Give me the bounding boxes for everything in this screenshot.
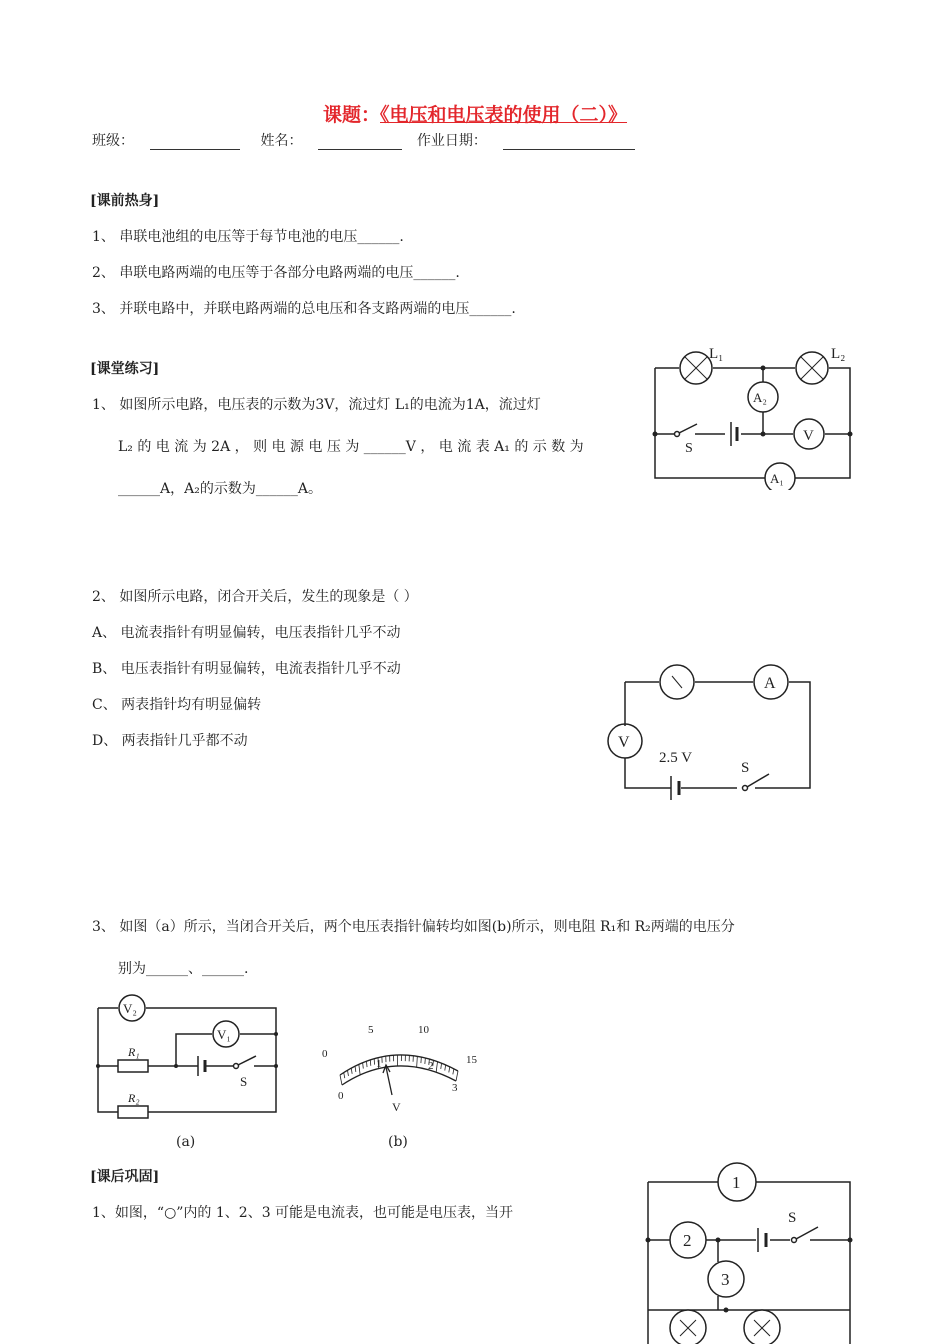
label-s: S [788,1210,797,1226]
dial-tick [445,1065,446,1071]
dial-tick [340,1075,342,1085]
title-main: 《电压和电压表的使用（二）》 [380,104,628,126]
switch-icon [234,1056,257,1069]
class-field[interactable] [150,135,240,150]
label-meter-1: 1 [732,1173,741,1192]
figure-1-circuit [645,340,860,490]
dial-tick [363,1063,364,1069]
resistor-r1-icon [118,1060,148,1072]
title-prefix: 课题： [322,104,380,126]
dial-tick [366,1061,367,1067]
date-field[interactable] [503,135,635,150]
lamp-l2-icon [796,352,828,384]
dial-tick [351,1068,352,1074]
homework-heading: [课后巩固] [90,1169,160,1185]
practice-q2-option-c: C、 两表指针均有明显偏转 [92,697,262,713]
practice-q3-line2: 别为______、______. [118,961,249,977]
label-v2: V₂ [123,1001,137,1016]
dial-tick [347,1070,348,1076]
dial-tick [436,1062,437,1073]
dial-tick [453,1069,454,1075]
warmup-q2: 2、 串联电路两端的电压等于各部分电路两端的电压______. [92,265,460,281]
figure-2-circuit [605,660,820,805]
dial-ticks [340,1055,458,1085]
label-battery: 2.5 V [659,750,693,766]
date-label: 作业日期： [416,133,487,149]
pointer-label: V [392,1100,401,1114]
practice-q1-line1: 1、 如图所示电路，电压表的示数为3V，流过灯 L₁的电流为1A，流过灯 [92,397,541,413]
lamp-left-icon [670,1310,706,1344]
label-v: V [618,734,630,751]
label-s: S [685,441,693,456]
practice-q2-option-d: D、 两表指针几乎都不动 [92,733,248,749]
figure-3a-circuit [88,990,288,1120]
label-v1: V₁ [217,1027,231,1042]
label-meter-2: 2 [683,1231,692,1250]
label-l1: L₁ [709,346,724,362]
label-s: S [741,760,750,776]
top-tick-5: 5 [368,1024,374,1036]
top-tick-10: 10 [418,1024,429,1036]
dial-tick [449,1067,450,1073]
label-s: S [240,1074,248,1089]
dial-tick [344,1073,345,1079]
dial-tick [355,1066,356,1072]
practice-q2-option-a: A、 电流表指针有明显偏转，电压表指针几乎不动 [92,625,401,641]
bottom-tick-1: 1 [376,1058,382,1070]
practice-q1-line3: ______A，A₂的示数为______A。 [118,481,322,497]
lamp-l1-icon [680,352,712,384]
practice-q1-line2: L₂ 的 电 流 为 2A ， 则 电 源 电 压 为 ______V ， 电 流 表 A₁ 的 示 数 为 [118,439,584,455]
warmup-q1: 1、 串联电池组的电压等于每节电池的电压______. [92,229,404,245]
label-a: A [764,675,776,692]
resistor-r2-icon [118,1106,148,1118]
dial-tick [456,1071,458,1081]
meta-line [92,130,651,150]
practice-q3-line1: 3、 如图（a）所示，当闭合开关后，两个电压表指针偏转均如图(b)所示，则电阻 R₁和 R₂两端的电压分 [92,919,735,935]
top-tick-15: 15 [466,1054,477,1066]
battery-icon [671,776,679,800]
dial-tick [425,1058,426,1064]
top-tick-0: 0 [322,1048,328,1060]
warmup-heading: [课前热身] [90,193,160,209]
pointer-icon [383,1065,392,1095]
label-r1: R₁ [128,1045,140,1059]
name-field[interactable] [318,135,402,150]
label-r2: R₂ [128,1091,140,1105]
figure-3b-caption: (b) [388,1134,408,1150]
figure-3a-caption: (a) [176,1134,196,1150]
lamp-icon [660,665,694,699]
practice-q2-option-b: B、 电压表指针有明显偏转，电流表指针几乎不动 [92,661,401,677]
practice-heading: [课堂练习] [90,361,160,377]
switch-icon [675,424,698,437]
lamp-right-icon [744,1310,780,1344]
bottom-tick-3: 3 [452,1082,458,1094]
homework-q1: 1、如图，“○”内的 1、2、3 可能是电流表，也可能是电压表，当开 [92,1205,514,1221]
class-label: 班级： [92,133,134,149]
dial-tick [417,1056,418,1067]
warmup-q3: 3、 并联电路中，并联电路两端的总电压和各支路两端的电压______. [92,301,516,317]
battery-icon [758,1228,766,1252]
label-l2: L₂ [831,346,846,362]
battery-icon [731,422,737,446]
label-v: V [803,428,814,444]
figure-4-circuit [638,1160,858,1344]
label-a1: A₁ [770,471,784,486]
dial-tick [359,1064,360,1075]
name-label: 姓名： [260,133,303,149]
label-a2: A₂ [753,390,767,405]
battery-icon [198,1056,205,1076]
practice-q2-stem: 2、 如图所示电路，闭合开关后，发生的现象是（ ） [92,589,418,605]
dial-tick [370,1060,371,1066]
label-meter-3: 3 [721,1270,730,1289]
bottom-tick-2: 2 [428,1060,434,1072]
figure-3b-dial [312,1015,492,1125]
dial-tick [441,1063,442,1069]
page-title [0,100,950,127]
bottom-tick-0: 0 [338,1090,344,1102]
